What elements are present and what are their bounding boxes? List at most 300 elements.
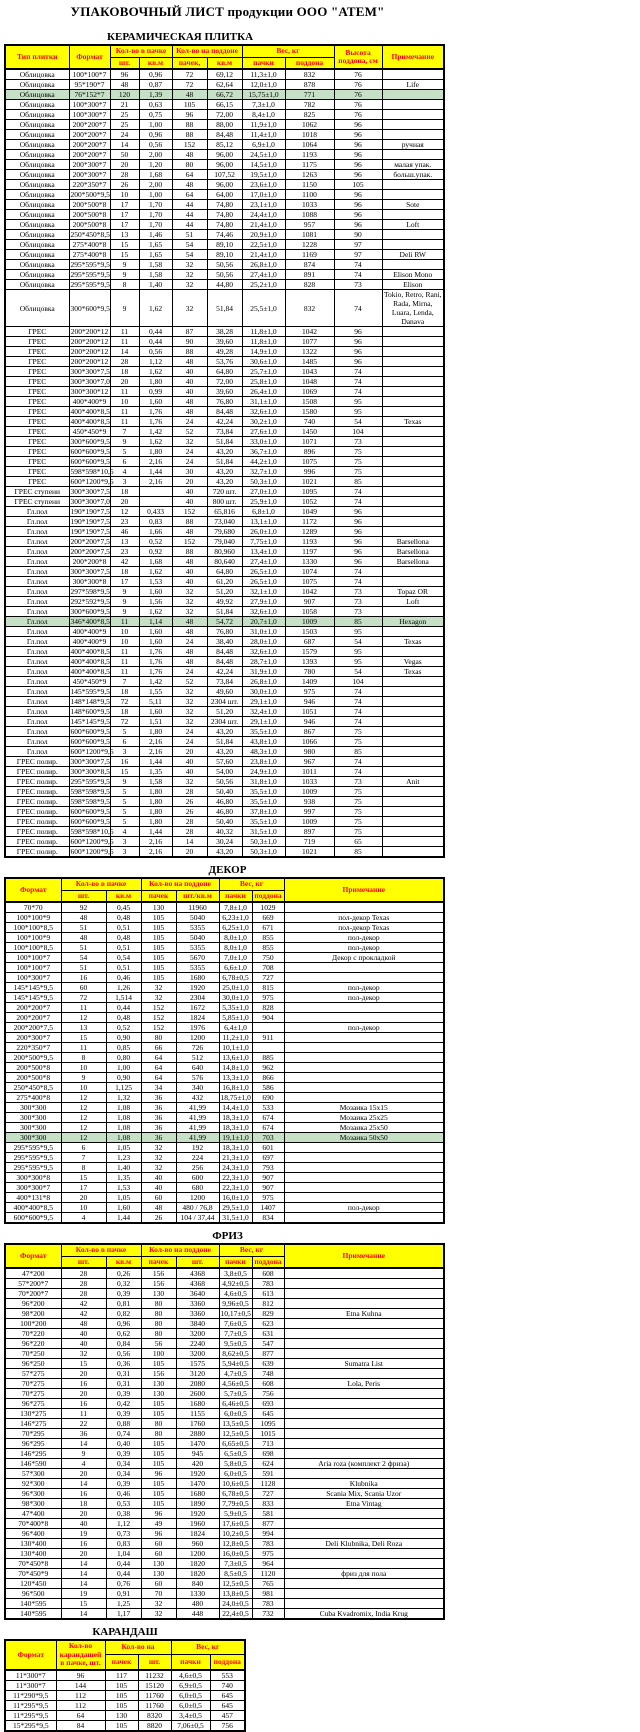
table-cell: 1,70 (139, 210, 172, 220)
table-cell: 200*200*12 (70, 357, 109, 366)
table-row (5, 1073, 444, 1083)
table-cell: 47*200 (5, 1268, 61, 1279)
table-cell (382, 180, 444, 190)
table-cell: 100*100*7 (5, 963, 61, 973)
table-cell: 783 (252, 1279, 284, 1289)
table-cell (382, 787, 444, 797)
table-cell: 85 (334, 847, 382, 858)
table-cell: 39,60 (207, 387, 242, 397)
table-cell: 613 (252, 1289, 284, 1299)
table-cell: Мозаика 25х50 (284, 1123, 444, 1133)
table-cell: 35,5±1,0 (242, 817, 285, 827)
table-cell: 6,78±0,5 (219, 973, 252, 983)
table-cell (284, 1093, 444, 1103)
table-cell: 64,80 (207, 367, 242, 377)
table-cell (284, 1003, 444, 1013)
table-cell: 152 (141, 1013, 176, 1023)
table-cell: 24 (172, 447, 207, 457)
table-cell: 72 (172, 80, 207, 90)
table-cell: 146*590 (5, 1459, 61, 1469)
table-cell (382, 387, 444, 397)
table-row (5, 487, 444, 497)
table-row (5, 407, 444, 417)
table-row (5, 1720, 245, 1731)
table-cell: 0,51 (106, 943, 141, 953)
table-cell: 145*145*9,5 (5, 993, 61, 1003)
table-cell: Vegas (382, 657, 444, 667)
table-cell (382, 347, 444, 357)
table-cell: 9 (61, 1073, 106, 1083)
table-cell: 224 (176, 1153, 219, 1163)
table-cell: 783 (252, 1599, 284, 1609)
table-cell: 13,8±0,5 (219, 1589, 252, 1599)
table-cell: 98*200 (5, 1309, 61, 1319)
table-cell: 812 (252, 1299, 284, 1309)
table-cell: 1,26 (106, 983, 141, 993)
table-cell: 80 (141, 1429, 176, 1439)
table-cell: Anit (382, 777, 444, 787)
table-cell: 1048 (285, 377, 334, 387)
table-cell: 16 (110, 757, 139, 767)
table-cell: 35,5±1,0 (242, 787, 285, 797)
table-cell: 6,23±1,0 (219, 913, 252, 923)
table-cell: 867 (285, 727, 334, 737)
table-cell: 74 (334, 270, 382, 280)
table-cell: 48 (61, 1319, 106, 1329)
table-cell: 85 (334, 477, 382, 487)
col-header-sqm: кв.м (106, 1256, 141, 1268)
table-cell: 200*200*7 (69, 140, 110, 150)
table-cell: 69,12 (207, 69, 242, 80)
table-row (5, 190, 444, 200)
table-cell: 54,72 (207, 617, 242, 627)
table-cell: 1228 (285, 240, 334, 250)
table-cell: 1409 (285, 677, 334, 687)
table-cell: 75 (334, 817, 382, 827)
table-cell (382, 467, 444, 477)
table-cell (284, 1193, 444, 1203)
table-cell: 1077 (285, 337, 334, 347)
table-cell: 43,8±1,0 (242, 737, 285, 747)
table-cell: 88 (172, 130, 207, 140)
table-cell: 1074 (285, 567, 334, 577)
table-cell: ГРЕС (5, 337, 69, 347)
table-cell: 994 (252, 1529, 284, 1539)
table-cell: 0,52 (106, 1023, 141, 1033)
table-cell: 20 (61, 1193, 106, 1203)
table-cell: 0,52 (139, 537, 172, 547)
table-cell: 1200 (176, 1549, 219, 1559)
table-row (5, 417, 444, 427)
table-cell: 20 (61, 1369, 106, 1379)
table-cell: 48 (172, 407, 207, 417)
table-cell: 782 (285, 100, 334, 110)
table-cell: 4,92±0,5 (219, 1279, 252, 1289)
table-cell: пол-декор (284, 983, 444, 993)
table-cell: 25,8±1,0 (242, 377, 285, 387)
table-cell: 11 (110, 417, 139, 427)
table-row (5, 1268, 444, 1279)
table-cell: 874 (285, 260, 334, 270)
table-cell: 6,0±0,5 (171, 1700, 210, 1710)
table-cell: 96 (334, 507, 382, 517)
table-cell: 5670 (176, 953, 219, 963)
table-cell: 8,0±1,0 (219, 943, 252, 953)
table-cell: 51 (61, 923, 106, 933)
table-cell: 51 (61, 963, 106, 973)
table-cell: 152 (141, 1023, 176, 1033)
table-cell: 80,640 (207, 557, 242, 567)
table-cell: 70 (141, 1589, 176, 1599)
table-cell: 5,8±0,5 (219, 1459, 252, 1469)
table-cell: 14 (61, 1579, 106, 1589)
table-cell: 51 (172, 230, 207, 240)
table-cell: 907 (285, 597, 334, 607)
table-cell: 11 (110, 387, 139, 397)
table-cell: 75 (334, 827, 382, 837)
table-cell: 1066 (285, 737, 334, 747)
table-cell: Etna Vintag (284, 1499, 444, 1509)
table-row (5, 327, 444, 337)
table-cell: 1150 (285, 180, 334, 190)
table-cell: 35,5±1,0 (242, 727, 285, 737)
table-cell: 20 (172, 847, 207, 858)
table-row (5, 130, 444, 140)
table-cell: 2,16 (139, 837, 172, 847)
table-cell (382, 477, 444, 487)
table-cell: 96*400 (5, 1529, 61, 1539)
table-cell: 960 (176, 1539, 219, 1549)
table-cell: 24,0±0,5 (219, 1599, 252, 1609)
table-cell: 600*600*9,5 (70, 807, 110, 816)
table-cell: ГРЕС полир. (5, 787, 69, 797)
table-cell: 8,5±0,5 (219, 1569, 252, 1579)
table-cell: Barsellona (382, 557, 444, 567)
table-cell: 22,3±1,0 (219, 1183, 252, 1193)
table-cell: 105 (141, 1489, 176, 1499)
table-cell: 17 (110, 200, 139, 210)
table-cell: 57*275 (5, 1369, 61, 1379)
col-header-pcs: шт. (61, 1256, 106, 1268)
table-cell: Гл.пол (5, 667, 69, 677)
table-cell: 50,40 (207, 787, 242, 797)
table-cell: 680 (176, 1183, 219, 1193)
table-cell: 300*300*7,0 (70, 377, 110, 386)
table-cell: 6,4±1,0 (219, 1023, 252, 1033)
table-cell (382, 357, 444, 367)
table-cell: Мозаика 15х15 (284, 1103, 444, 1113)
table-cell: 11,9±1,0 (242, 120, 285, 130)
table-cell: 32 (172, 270, 207, 280)
table-cell: 96 (334, 130, 382, 140)
table-cell: Гл.пол (5, 607, 69, 617)
table-cell: 5040 (176, 913, 219, 923)
table-cell: 11760 (138, 1690, 171, 1700)
table-cell: 40 (172, 767, 207, 777)
table-cell: 85,12 (207, 140, 242, 150)
table-cell: 1,80 (139, 727, 172, 737)
table-cell: 1071 (285, 437, 334, 447)
table-cell: 1175 (285, 160, 334, 170)
table-cell: 76,80 (207, 627, 242, 637)
table-cell: 146*275 (5, 1419, 61, 1429)
col-header-weight: Вес, кг (219, 1244, 284, 1256)
table-cell: 0,99 (139, 387, 172, 397)
table-cell: 2,16 (139, 747, 172, 757)
table-cell: 3360 (176, 1299, 219, 1309)
table-cell: 76 (334, 69, 382, 80)
table-cell: 996 (285, 467, 334, 477)
table-row (5, 973, 444, 983)
table-cell: 47*400 (5, 1509, 61, 1519)
table-cell: 2600 (176, 1389, 219, 1399)
table-cell: 645 (252, 1409, 284, 1419)
table-cell: 44 (172, 220, 207, 230)
table-cell: Облицовка (5, 100, 69, 110)
table-cell: 0,31 (106, 1369, 141, 1379)
table-cell: 0,36 (106, 1359, 141, 1369)
table-cell: 400*400*9 (69, 627, 110, 637)
table-row (5, 1013, 444, 1023)
table-cell: 96*275 (5, 1399, 61, 1409)
table-cell: 1052 (285, 497, 334, 507)
table-cell: 13,5±0,5 (219, 1419, 252, 1429)
col-header-pack-weight: пачки (219, 890, 252, 902)
table-cell: 1,35 (106, 1173, 141, 1183)
table-cell: 295*595*9,5 (70, 260, 110, 269)
table-cell: 40 (61, 1339, 106, 1349)
table-cell: 1043 (285, 367, 334, 377)
table-cell: 7,06±0,5 (171, 1720, 210, 1731)
table-cell: 40 (172, 497, 207, 507)
table-cell: 21 (110, 100, 139, 110)
table-row (5, 607, 444, 617)
table-row (5, 1083, 444, 1093)
table-cell: 3360 (176, 1309, 219, 1319)
table-cell: 220*350*7 (5, 1043, 61, 1053)
table-cell: 200*200*8 (69, 557, 110, 567)
table-cell: 70*250 (5, 1349, 61, 1359)
table-cell: 1193 (285, 537, 334, 547)
table-cell: 32 (141, 1143, 176, 1153)
table-cell: Scania Mix, Scania Uzor (284, 1489, 444, 1499)
table-cell: 1,04 (106, 1549, 141, 1559)
table-cell: 130 (141, 902, 176, 913)
table-cell: 624 (252, 1459, 284, 1469)
table-cell (382, 607, 444, 617)
table-cell: 964 (252, 1559, 284, 1569)
table-cell (382, 260, 444, 270)
table-row (5, 1143, 444, 1153)
table-cell: 74,46 (207, 230, 242, 240)
table-cell: 1,44 (139, 827, 172, 837)
table-cell: 727 (252, 1489, 284, 1499)
table-cell: 60 (141, 1193, 176, 1203)
table-cell: 11 (110, 657, 139, 667)
table-cell: 0,42 (106, 1399, 141, 1409)
table-row (5, 933, 444, 943)
table-cell: 945 (176, 1449, 219, 1459)
table-cell: Облицовка (5, 220, 69, 230)
table-cell: Deli Klubnika, Deli Roza (284, 1539, 444, 1549)
table-cell: 0,44 (139, 337, 172, 347)
table-row (5, 1449, 444, 1459)
col-header-qty-pallet: Кол-во на поддоне (172, 45, 242, 57)
table-row (5, 1339, 444, 1349)
table-cell: 48 (172, 150, 207, 160)
table-cell: 120*450 (5, 1579, 61, 1589)
table-cell: 74,80 (207, 200, 242, 210)
table-cell: ГРЕС полир. (5, 827, 69, 837)
table-cell: 84,48 (207, 407, 242, 417)
table-cell (139, 497, 172, 507)
table-row (5, 993, 444, 1003)
table-cell: 1075 (285, 457, 334, 467)
table-cell: 1,12 (139, 357, 172, 367)
table-cell: 96,00 (207, 150, 242, 160)
table-row (5, 507, 444, 517)
table-cell: 0,51 (106, 963, 141, 973)
table-cell: 1,76 (139, 407, 172, 417)
table-cell: 14,4±1,0 (219, 1103, 252, 1113)
table-cell: 400*400*9 (69, 637, 110, 647)
col-header-pcs-pallet: шт. (176, 1256, 219, 1268)
table-cell: 1,42 (139, 427, 172, 437)
table-row (5, 837, 444, 847)
table-cell: ГРЕС (5, 407, 69, 417)
table-cell: Texas (382, 667, 444, 677)
table-cell: 0,96 (139, 69, 172, 80)
table-cell: 32,6±1,0 (242, 407, 285, 417)
table-cell (382, 647, 444, 657)
table-cell: 11*300*7 (5, 1670, 56, 1681)
table-cell: Гл.пол (5, 627, 69, 637)
table-cell: 60 (61, 983, 106, 993)
table-cell: 120 (110, 90, 139, 100)
table-cell: 117 (105, 1670, 138, 1681)
table-cell: Cuba Kvadromix, India Krug (284, 1609, 444, 1620)
table-cell: 48 (61, 913, 106, 923)
table-cell: 6,5±0,5 (219, 1449, 252, 1459)
table-cell: 48 (172, 627, 207, 637)
table-cell: 12,5±0,5 (219, 1579, 252, 1589)
table-cell (284, 1213, 444, 1224)
table-row (5, 1133, 444, 1143)
table-cell: 740 (210, 1680, 245, 1690)
table-cell: 95 (334, 407, 382, 417)
table-row (5, 1053, 444, 1063)
table-cell: 2,00 (139, 180, 172, 190)
table-cell: 581 (252, 1509, 284, 1519)
table-cell: 15*295*9,5 (5, 1720, 56, 1731)
table-cell (382, 437, 444, 447)
table-cell: 48 (172, 657, 207, 667)
table-cell: 771 (285, 90, 334, 100)
table-cell: 0,82 (106, 1309, 141, 1319)
table-cell: 32,4±1,0 (242, 707, 285, 717)
table-cell: 975 (252, 993, 284, 1003)
table-cell: 29,1±1,0 (242, 717, 285, 727)
table-cell: 18,75±1,0 (220, 1093, 251, 1102)
table-cell: 1,80 (139, 447, 172, 457)
table-cell: 51,20 (207, 587, 242, 597)
table-cell: 65,816 (207, 507, 242, 517)
table-cell: 51,84 (207, 290, 242, 327)
table-cell: 0,32 (106, 1279, 141, 1289)
table-cell: 1018 (285, 130, 334, 140)
table-cell: 104 (334, 427, 382, 437)
table-cell: 756 (210, 1720, 245, 1731)
table-cell: 3 (110, 747, 139, 757)
table-cell: 0,48 (106, 1013, 141, 1023)
table-cell: 1680 (176, 1399, 219, 1409)
table-cell: 0,76 (106, 1579, 141, 1589)
table-cell (284, 1389, 444, 1399)
table-cell: 0,62 (106, 1329, 141, 1339)
table-cell: 15 (110, 250, 139, 260)
table-cell: 783 (252, 1539, 284, 1549)
table-cell: 3640 (176, 1289, 219, 1299)
table-cell: 0,433 (139, 507, 172, 517)
table-cell: 76 (334, 90, 382, 100)
table-row (5, 1559, 444, 1569)
table-cell: 200*200*7,5 (70, 537, 110, 546)
table-cell: 1,35 (139, 767, 172, 777)
table-cell: 22,4±0,5 (219, 1609, 252, 1620)
table-cell: 726 (176, 1043, 219, 1053)
table-cell: 10 (61, 1083, 106, 1093)
table-cell: 73 (334, 777, 382, 787)
table-cell: 1,60 (139, 397, 172, 407)
table-cell: 72 (110, 717, 139, 727)
table-cell: 76 (334, 100, 382, 110)
table-cell: 70*200*7 (5, 1289, 61, 1299)
table-cell: 833 (252, 1499, 284, 1509)
table-cell: 32 (172, 597, 207, 607)
table-row (5, 617, 444, 627)
table-row (5, 1519, 444, 1529)
table-cell: 1155 (176, 1409, 219, 1419)
table-cell: 32 (141, 993, 176, 1003)
table-cell: 295*595*9,5 (5, 1163, 61, 1173)
table-cell: 145*595*9,5 (70, 687, 110, 696)
table-cell: 96 (334, 337, 382, 347)
col-header-sqm: кв.м (106, 890, 141, 902)
table-cell: 12 (61, 1113, 106, 1123)
table-cell: 16 (61, 1399, 106, 1409)
table-cell: 1,62 (139, 367, 172, 377)
table-cell: 26 (172, 807, 207, 817)
table-cell: 17 (110, 577, 139, 587)
table-cell: 32 (172, 437, 207, 447)
table-row (5, 747, 444, 757)
table-row (5, 597, 444, 607)
table-cell: 66 (141, 1043, 176, 1053)
table-cell: 1470 (176, 1479, 219, 1489)
table-cell: 64,80 (207, 567, 242, 577)
table-cell: 0,63 (139, 100, 172, 110)
table-cell: 104 (334, 677, 382, 687)
table-cell: 6 (110, 457, 139, 467)
table-cell: 13 (61, 1023, 106, 1033)
table-cell: 100*100*9 (5, 913, 61, 923)
table-cell: 1,42 (139, 677, 172, 687)
table-cell: Topaz OR (382, 587, 444, 597)
table-cell: Elison Mono (382, 270, 444, 280)
table-cell: 600*1200*9,5 (70, 747, 114, 756)
table-cell: 1890 (176, 1499, 219, 1509)
table-cell: 84 (56, 1720, 105, 1731)
